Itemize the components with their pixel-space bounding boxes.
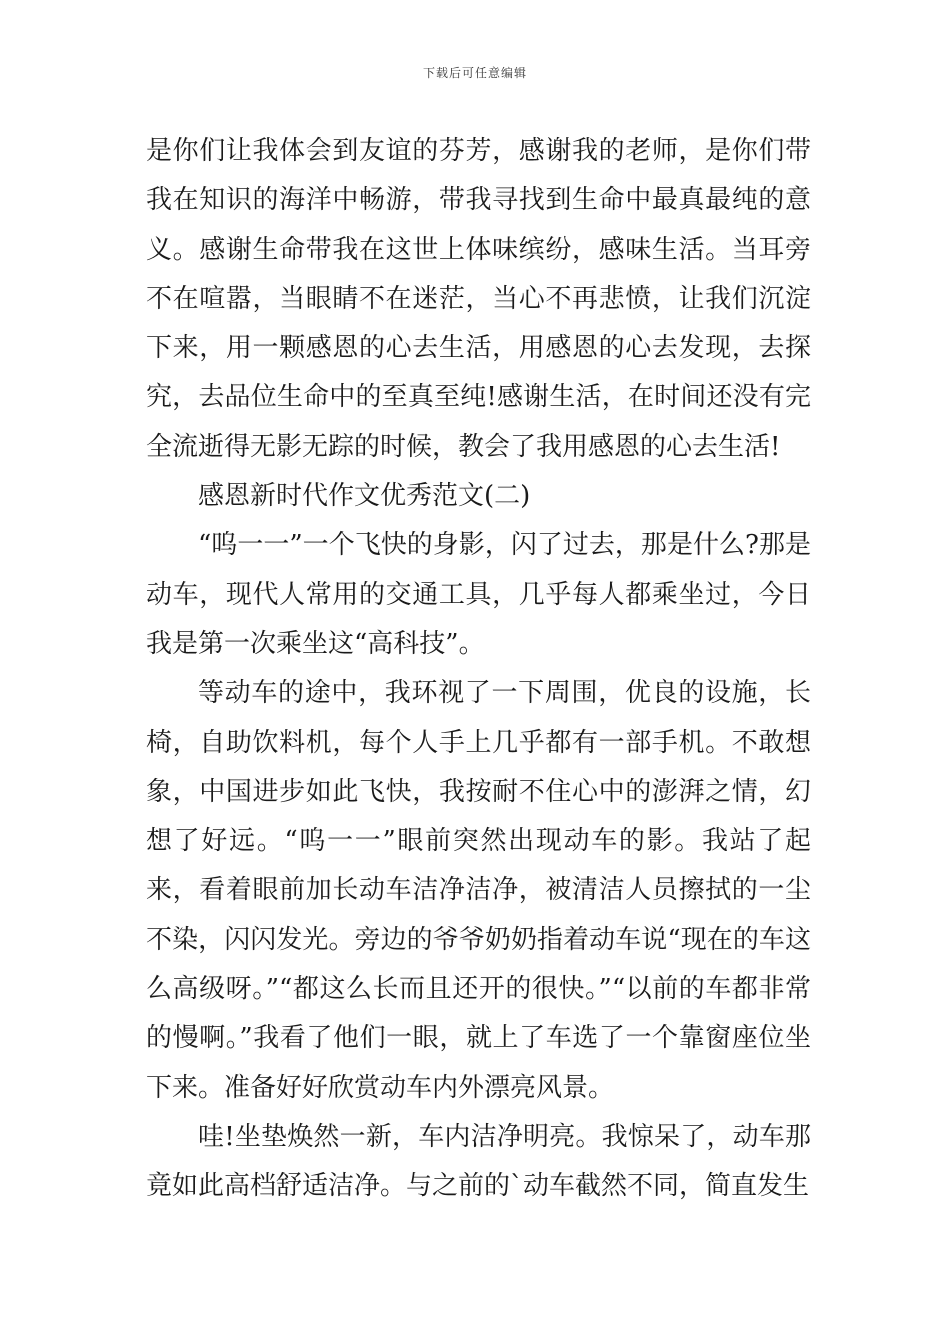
paragraph-continued: 是你们让我体会到友谊的芬芳，感谢我的老师，是你们带我在知识的海洋中畅游，带我寻找到生命中最真最纯的意义。感谢生命带我在这世上体味缤纷，感味生活。当耳旁不在喧嚣，当眼睛不在迷茫，当心不再悲愤，让我们沉淀下来，用一颗感恩的心去生活，用感恩的心去发现，去探究，去品位生命中的至真至纯!感谢生活，在时间还没有完全流逝得无影无踪的时候，教会了我用感恩的心去生活! (146, 136, 811, 462)
paragraph: “呜一一”一个飞快的身影，闪了过去，那是什么?那是动车，现代人常用的交通工具，几乎每人都乘坐过，今日我是第一次乘坐这“高科技”。 (146, 530, 811, 659)
header-note: 下载后可任意编辑 (422, 66, 527, 80)
article-body (146, 127, 811, 1212)
paragraph: 哇!坐垫焕然一新，车内洁净明亮。我惊呆了，动车那竟如此高档舒适洁净。与之前的`动车截然不同，简直发生 (146, 1121, 811, 1202)
paragraph: 等动车的途中，我环视了一下周围，优良的设施，长椅，自助饮料机，每个人手上几乎都有一部手机。不敢想象，中国进步如此飞快，我按耐不住心中的澎湃之情，幻想了好远。“呜一一”眼前突然出现动车的影。我站了起来，看着眼前加长动车洁净洁净，被清洁人员擦拭的一尘不染，闪闪发光。旁边的爷爷奶奶指着动车说“现在的车这么高级呀。”“都这么长而且还开的很快。”“以前的车都非常的慢啊。”我看了他们一眼，就上了车选了一个靠窗座位坐下来。准备好好欣赏动车内外漂亮风景。 (146, 678, 811, 1103)
section-subtitle: 感恩新时代作文优秀范文(二) (198, 481, 531, 512)
